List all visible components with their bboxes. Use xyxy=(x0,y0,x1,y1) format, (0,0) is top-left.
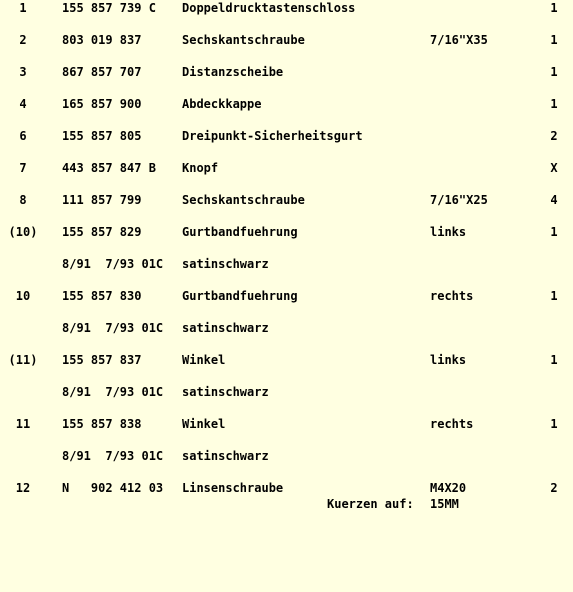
part-number: 803 019 837 xyxy=(62,33,142,47)
part-description: Sechskantschraube xyxy=(182,33,305,47)
quantity: 2 xyxy=(550,129,558,143)
list-item-detail xyxy=(0,320,573,336)
quantity: 1 xyxy=(550,97,558,111)
list-item[interactable] xyxy=(0,96,573,112)
position-number: 7 xyxy=(19,161,27,175)
part-number: 155 857 739 C xyxy=(62,1,156,15)
part-spec: 7/16"X35 xyxy=(430,33,488,47)
part-spec: rechts xyxy=(430,289,474,303)
position-number: 8 xyxy=(19,193,27,207)
part-spec: rechts xyxy=(430,417,474,431)
part-spec: M4X20 xyxy=(430,481,467,495)
position-number: 6 xyxy=(19,129,27,143)
date-range: 8/91 7/93 01C xyxy=(62,321,164,335)
quantity: 1 xyxy=(550,1,558,15)
part-description: Distanzscheibe xyxy=(182,65,284,79)
note-value: 15MM xyxy=(430,497,459,511)
position-number: 11 xyxy=(15,417,31,431)
list-item[interactable] xyxy=(0,416,573,432)
date-range: 8/91 7/93 01C xyxy=(62,257,164,271)
part-spec: 7/16"X25 xyxy=(430,193,488,207)
part-number: 111 857 799 xyxy=(62,193,142,207)
position-number: 4 xyxy=(19,97,27,111)
quantity: X xyxy=(550,161,558,175)
part-spec: links xyxy=(430,353,467,367)
part-color: satinschwarz xyxy=(182,449,269,463)
part-number: 155 857 805 xyxy=(62,129,142,143)
note-label: Kuerzen auf: xyxy=(327,497,414,511)
part-number: 155 857 829 xyxy=(62,225,142,239)
part-color: satinschwarz xyxy=(182,385,269,399)
position-number: 3 xyxy=(19,65,27,79)
part-color: satinschwarz xyxy=(182,321,269,335)
quantity: 1 xyxy=(550,225,558,239)
part-number: 165 857 900 xyxy=(62,97,142,111)
part-number: N 902 412 03 xyxy=(62,481,164,495)
part-description: Sechskantschraube xyxy=(182,193,305,207)
quantity: 1 xyxy=(550,65,558,79)
part-number: 155 857 837 xyxy=(62,353,142,367)
quantity: 1 xyxy=(550,353,558,367)
list-item[interactable] xyxy=(0,32,573,48)
position-number: 10 xyxy=(15,289,31,303)
part-description: Abdeckkappe xyxy=(182,97,262,111)
part-description: Gurtbandfuehrung xyxy=(182,225,298,239)
part-description: Gurtbandfuehrung xyxy=(182,289,298,303)
position-number: 12 xyxy=(15,481,31,495)
position-number: 2 xyxy=(19,33,27,47)
list-item[interactable] xyxy=(0,192,573,208)
list-item[interactable] xyxy=(0,128,573,144)
quantity: 4 xyxy=(550,193,558,207)
date-range: 8/91 7/93 01C xyxy=(62,385,164,399)
quantity: 1 xyxy=(550,417,558,431)
list-item[interactable] xyxy=(0,64,573,80)
part-description: Linsenschraube xyxy=(182,481,284,495)
part-number: 155 857 838 xyxy=(62,417,142,431)
quantity: 2 xyxy=(550,481,558,495)
part-number: 155 857 830 xyxy=(62,289,142,303)
part-description: Winkel xyxy=(182,417,226,431)
list-item[interactable] xyxy=(0,288,573,304)
list-item[interactable] xyxy=(0,160,573,176)
position-number: (10) xyxy=(8,225,38,239)
list-item-detail xyxy=(0,384,573,400)
list-item-note xyxy=(0,496,573,512)
list-item[interactable] xyxy=(0,0,573,16)
part-color: satinschwarz xyxy=(182,257,269,271)
list-item[interactable] xyxy=(0,352,573,368)
date-range: 8/91 7/93 01C xyxy=(62,449,164,463)
part-spec: links xyxy=(430,225,467,239)
list-item-detail xyxy=(0,256,573,272)
part-description: Winkel xyxy=(182,353,226,367)
part-description: Doppeldrucktastenschloss xyxy=(182,1,356,15)
part-number: 443 857 847 B xyxy=(62,161,156,175)
list-item[interactable] xyxy=(0,480,573,496)
part-description: Dreipunkt-Sicherheitsgurt xyxy=(182,129,363,143)
quantity: 1 xyxy=(550,33,558,47)
position-number: (11) xyxy=(8,353,38,367)
part-number: 867 857 707 xyxy=(62,65,142,79)
list-item-detail xyxy=(0,448,573,464)
quantity: 1 xyxy=(550,289,558,303)
list-item[interactable] xyxy=(0,224,573,240)
position-number: 1 xyxy=(19,1,27,15)
part-description: Knopf xyxy=(182,161,219,175)
